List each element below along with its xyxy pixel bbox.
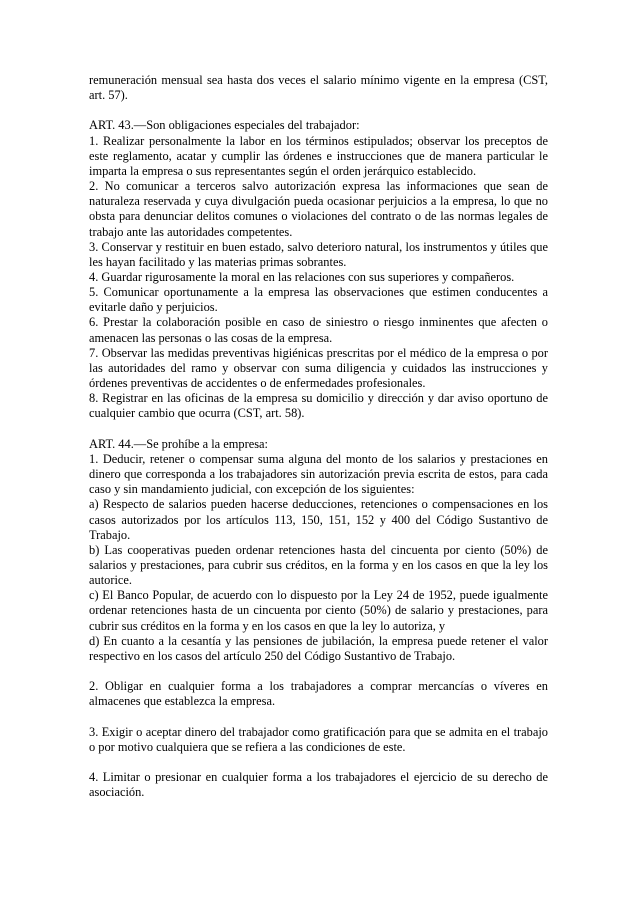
art44-sub-d: d) En cuanto a la cesantía y las pensiones de jubilación, la empresa puede retener el valor respectivo en los casos del artículo 250 del Código Sustantivo de Trabajo.	[89, 633, 548, 663]
art43-item-2: 2. No comunicar a terceros salvo autorización expresa las informaciones que sean de naturaleza reservada y cuya divulgación pueda ocasionar perjuicios a la empresa, lo que no obsta para denunciar delitos comunes o violaciones del contrato o de las normas legales de trabajo ante las autoridades competentes.	[89, 179, 548, 239]
art44-item-4: 4. Limitar o presionar en cualquier forma a los trabajadores el ejercicio de su derecho de asociación.	[89, 770, 548, 800]
document-body	[89, 73, 548, 800]
art44-sub-c: c) El Banco Popular, de acuerdo con lo dispuesto por la Ley 24 de 1952, puede igualmente ordenar retenciones hasta de un cincuenta por ciento (50%) de salario y prestaciones, para cubrir sus créditos en la forma y en los casos en que la ley lo autoriza, y	[89, 588, 548, 633]
art44-item-3: 3. Exigir o aceptar dinero del trabajador como gratificación para que se admita en el trabajo o por motivo cualquiera que se refiera a las condiciones de este.	[89, 724, 548, 754]
art44-item-2: 2. Obligar en cualquier forma a los trabajadores a comprar mercancías o víveres en almacenes que establezca la empresa.	[89, 679, 548, 709]
paragraph-gap	[89, 710, 548, 725]
paragraph-continuation: remuneración mensual sea hasta dos veces el salario mínimo vigente en la empresa (CST, art. 57).	[89, 73, 548, 103]
paragraph-gap	[89, 103, 548, 118]
art43-item-7: 7. Observar las medidas preventivas higiénicas prescritas por el médico de la empresa o por las autoridades del ramo y observar con suma diligencia y cuidados las instrucciones y órdenes preventivas de accidentes o de enfermedades profesionales.	[89, 345, 548, 391]
art43-item-5: 5. Comunicar oportunamente a la empresa las observaciones que estimen conducentes a evitarle daño y perjuicios.	[89, 285, 548, 315]
art44-item-1: 1. Deducir, retener o compensar suma alguna del monto de los salarios y prestaciones en dinero que corresponda a los trabajadores sin autorización previa escrita de estos, para cada caso y sin mandamiento judicial, con excepción de los siguientes:	[89, 451, 548, 497]
paragraph-gap	[89, 664, 548, 679]
art43-item-1: 1. Realizar personalmente la labor en los términos estipulados; observar los preceptos de este reglamento, acatar y cumplir las órdenes e instrucciones que de manera particular le imparta la empresa o sus representantes según el orden jerárquico establecido.	[89, 133, 548, 178]
art44-sub-b: b) Las cooperativas pueden ordenar retenciones hasta del cincuenta por ciento (50%) de salarios y prestaciones, para cubrir sus créditos, en la forma y en los casos en que la ley los autorice.	[89, 542, 548, 588]
art43-item-8: 8. Registrar en las oficinas de la empresa su domicilio y dirección y dar aviso oportuno de cualquier cambio que ocurra (CST, art. 58).	[89, 391, 548, 421]
paragraph-gap	[89, 422, 548, 437]
paragraph-gap	[89, 755, 548, 770]
art43-item-6: 6. Prestar la colaboración posible en caso de siniestro o riesgo inminentes que afecten o amenacen las personas o las cosas de la empresa.	[89, 315, 548, 345]
art44-sub-a: a) Respecto de salarios pueden hacerse deducciones, retenciones o compensaciones en los casos autorizados por los artículos 113, 150, 151, 152 y 400 del Código Sustantivo de Trabajo.	[89, 497, 548, 542]
art44-heading: ART. 44.—Se prohíbe a la empresa:	[89, 436, 268, 451]
art43-item-4: 4. Guardar rigurosamente la moral en las relaciones con sus superiores y compañeros.	[89, 270, 515, 285]
art43-item-3: 3. Conservar y restituir en buen estado, salvo deterioro natural, los instrumentos y útiles que les hayan facilitado y las materias primas sobrantes.	[89, 239, 548, 269]
art43-heading: ART. 43.—Son obligaciones especiales del trabajador:	[89, 118, 360, 133]
